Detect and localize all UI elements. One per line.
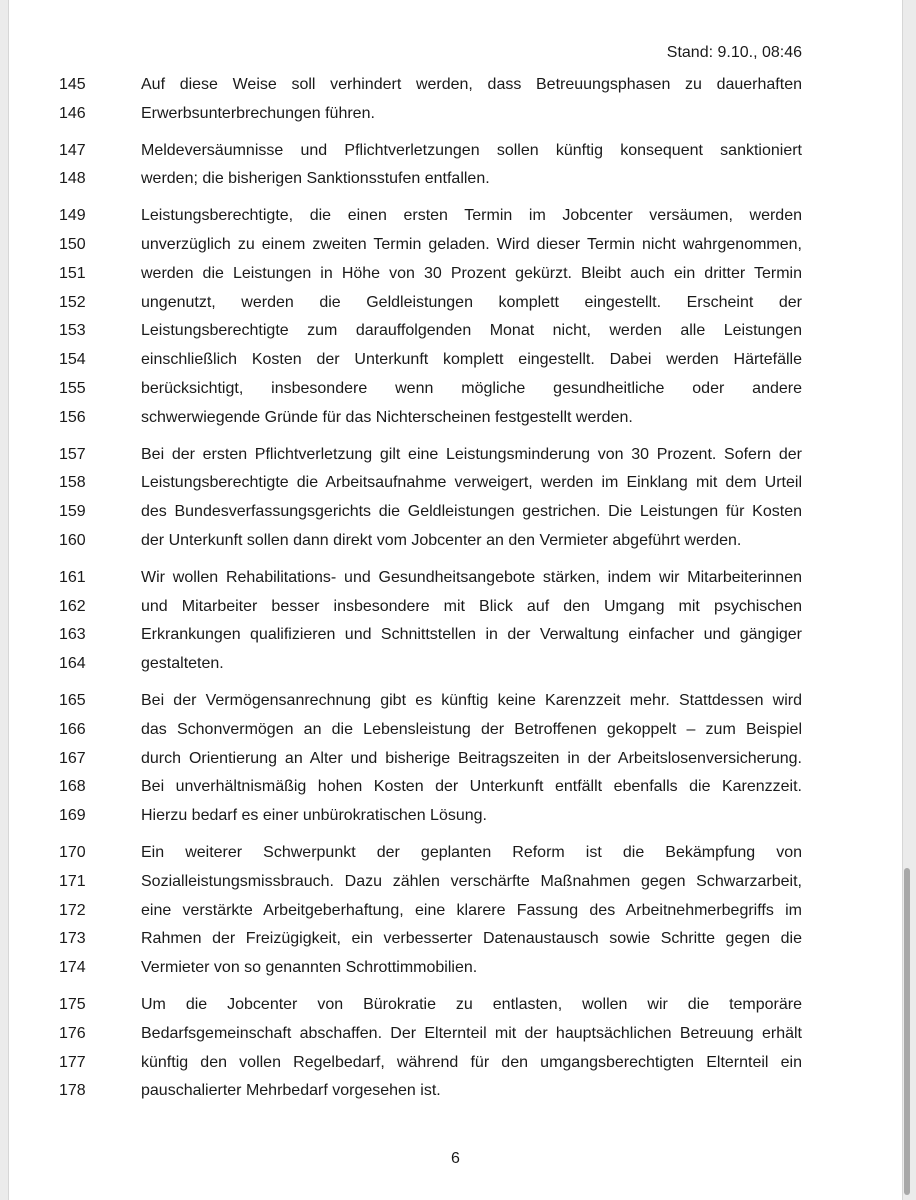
line-text: einschließlich Kosten der Unterkunft komplett eingestellt. Dabei werden Härtefälle: [141, 351, 802, 369]
text-line: [9, 716, 902, 745]
paragraph: [9, 137, 902, 195]
text-line: [9, 469, 902, 498]
text-line: [9, 441, 902, 470]
line-number: 162: [59, 597, 86, 615]
line-text: Hierzu bedarf es einer unbürokratischen Lösung.: [141, 807, 487, 825]
line-text: pauschalierter Mehrbedarf vorgesehen ist.: [141, 1082, 441, 1100]
line-text: werden die Leistungen in Höhe von 30 Prozent gekürzt. Bleibt auch ein dritter Termin: [141, 264, 802, 282]
text-line: [9, 621, 902, 650]
paragraph: [9, 202, 902, 432]
line-number: 156: [59, 408, 86, 426]
line-text: Bei der Vermögensanrechnung gibt es künftig keine Karenzzeit mehr. Stattdessen wird: [141, 691, 802, 709]
paragraph: [9, 687, 902, 831]
line-number: 175: [59, 995, 86, 1013]
document-page: [8, 0, 903, 1200]
line-text: ungenutzt, werden die Geldleistungen komplett eingestellt. Erscheint der: [141, 293, 802, 311]
text-line: [9, 802, 902, 831]
line-number: 146: [59, 104, 86, 122]
line-text: gestalteten.: [141, 655, 224, 673]
line-number: 173: [59, 930, 86, 948]
line-number: 151: [59, 264, 86, 282]
text-line: [9, 375, 902, 404]
text-line: [9, 954, 902, 983]
line-text: Erwerbsunterbrechungen führen.: [141, 104, 375, 122]
line-number: 163: [59, 626, 86, 644]
line-text: Rahmen der Freizügigkeit, ein verbesserter Datenaustausch sowie Schritte gegen die: [141, 930, 802, 948]
line-number: 152: [59, 293, 86, 311]
line-text: Bedarfsgemeinschaft abschaffen. Der Elternteil mit der hauptsächlichen Betreuung erhält: [141, 1024, 802, 1042]
line-number: 159: [59, 503, 86, 521]
text-line: [9, 165, 902, 194]
line-number: 158: [59, 474, 86, 492]
text-line: [9, 498, 902, 527]
line-text: Vermieter von so genannten Schrottimmobilien.: [141, 959, 478, 977]
line-number: 149: [59, 207, 86, 225]
text-line: [9, 71, 902, 100]
text-line: [9, 839, 902, 868]
text-line: [9, 897, 902, 926]
text-line: [9, 745, 902, 774]
line-number: 170: [59, 843, 86, 861]
line-number: 167: [59, 749, 86, 767]
line-number: 166: [59, 720, 86, 738]
line-number: 177: [59, 1053, 86, 1071]
text-line: [9, 1020, 902, 1049]
text-line: [9, 404, 902, 433]
line-text: Erkrankungen qualifizieren und Schnittstellen in der Verwaltung einfacher und gängiger: [141, 626, 802, 644]
paragraph: [9, 441, 902, 556]
line-text: der Unterkunft sollen dann direkt vom Jobcenter an den Vermieter abgeführt werden.: [141, 531, 742, 549]
text-line: [9, 991, 902, 1020]
text-line: [9, 527, 902, 556]
text-line: [9, 317, 902, 346]
text-line: [9, 925, 902, 954]
text-line: [9, 137, 902, 166]
document-body: [9, 71, 902, 1114]
line-number: 150: [59, 235, 86, 253]
text-line: [9, 564, 902, 593]
line-text: das Schonvermögen an die Lebensleistung der Betroffenen gekoppelt – zum Beispiel: [141, 720, 802, 738]
scrollbar-thumb[interactable]: [904, 868, 910, 1195]
line-number: 148: [59, 170, 86, 188]
text-line: [9, 1049, 902, 1078]
line-number: 157: [59, 445, 86, 463]
text-line: [9, 231, 902, 260]
line-number: 172: [59, 901, 86, 919]
line-text: und Mitarbeiter besser insbesondere mit Blick auf den Umgang mit psychischen: [141, 597, 802, 615]
line-text: künftig den vollen Regelbedarf, während für den umgangsberechtigten Elternteil ein: [141, 1053, 802, 1071]
line-text: werden; die bisherigen Sanktionsstufen entfallen.: [141, 170, 490, 188]
line-number: 165: [59, 691, 86, 709]
line-text: Auf diese Weise soll verhindert werden, dass Betreuungsphasen zu dauerhaften: [141, 76, 802, 93]
text-line: [9, 260, 902, 289]
line-text: Leistungsberechtigte die Arbeitsaufnahme verweigert, werden im Einklang mit dem Urteil: [141, 474, 802, 492]
line-number: 168: [59, 778, 86, 796]
paragraph: [9, 564, 902, 679]
line-number: 155: [59, 379, 86, 397]
line-text: Wir wollen Rehabilitations- und Gesundheitsangebote stärken, indem wir Mitarbeiterinnen: [141, 568, 802, 586]
line-number: 174: [59, 959, 86, 977]
text-line: [9, 687, 902, 716]
line-number: 147: [59, 141, 86, 159]
line-text: eine verstärkte Arbeitgeberhaftung, eine klarere Fassung des Arbeitnehmerbegriffs im: [141, 901, 802, 919]
paragraph: [9, 71, 902, 129]
paragraph: [9, 991, 902, 1106]
line-text: Sozialleistungsmissbrauch. Dazu zählen verschärfte Maßnahmen gegen Schwarzarbeit,: [141, 872, 802, 890]
line-text: berücksichtigt, insbesondere wenn mögliche gesundheitliche oder andere: [141, 379, 802, 397]
line-number: 169: [59, 807, 86, 825]
line-number: 154: [59, 351, 86, 369]
line-text: Leistungsberechtigte, die einen ersten Termin im Jobcenter versäumen, werden: [141, 207, 802, 225]
line-text: des Bundesverfassungsgerichts die Geldleistungen gestrichen. Die Leistungen für Kosten: [141, 503, 802, 521]
line-number: 171: [59, 872, 86, 890]
line-number: 145: [59, 76, 86, 93]
text-line: [9, 773, 902, 802]
paragraph: [9, 839, 902, 983]
line-text: Bei unverhältnismäßig hohen Kosten der Unterkunft entfällt ebenfalls die Karenzzeit.: [141, 778, 802, 796]
line-text: durch Orientierung an Alter und bisherige Beitragszeiten in der Arbeitslosenversicherung.: [141, 749, 802, 767]
line-text: Leistungsberechtigte zum darauffolgenden Monat nicht, werden alle Leistungen: [141, 322, 802, 340]
text-line: [9, 650, 902, 679]
line-text: schwerwiegende Gründe für das Nichterscheinen festgestellt werden.: [141, 408, 633, 426]
text-line: [9, 1077, 902, 1106]
line-text: Um die Jobcenter von Bürokratie zu entlasten, wollen wir die temporäre: [141, 995, 802, 1013]
line-text: unverzüglich zu einem zweiten Termin geladen. Wird dieser Termin nicht wahrgenommen,: [141, 235, 802, 253]
line-text: Ein weiterer Schwerpunkt der geplanten Reform ist die Bekämpfung von: [141, 843, 802, 861]
line-number: 176: [59, 1024, 86, 1042]
stand-header: Stand: 9.10., 08:46: [666, 44, 802, 61]
line-number: 178: [59, 1082, 86, 1100]
line-number: 153: [59, 322, 86, 340]
line-number: 164: [59, 655, 86, 673]
text-line: [9, 100, 902, 129]
page-number: 6: [451, 1150, 460, 1167]
text-line: [9, 202, 902, 231]
text-line: [9, 346, 902, 375]
line-number: 161: [59, 568, 86, 586]
line-text: Bei der ersten Pflichtverletzung gilt eine Leistungsminderung von 30 Prozent. Sofern der: [141, 445, 802, 463]
line-text: Meldeversäumnisse und Pflichtverletzungen sollen künftig konsequent sanktioniert: [141, 141, 802, 159]
text-line: [9, 593, 902, 622]
line-number: 160: [59, 531, 86, 549]
text-line: [9, 289, 902, 318]
text-line: [9, 868, 902, 897]
